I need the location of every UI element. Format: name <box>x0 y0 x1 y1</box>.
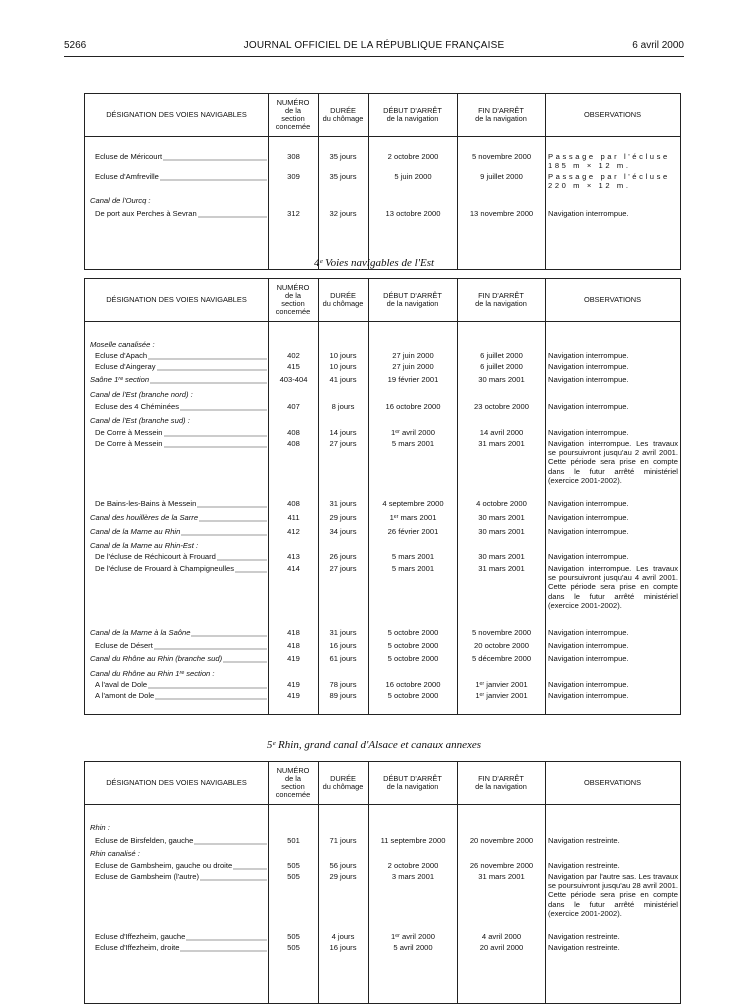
observation: Navigation restreinte. <box>548 943 620 952</box>
closure-start: 5 mars 2001 <box>391 439 435 448</box>
table-header-row <box>85 762 680 805</box>
section-number: 415 <box>287 362 300 371</box>
closure-duration: 26 jours <box>329 552 357 561</box>
observation: Navigation restreinte. <box>548 861 620 870</box>
closure-start: 1ᵉʳ avril 2000 <box>391 428 435 437</box>
column-rule <box>545 279 546 321</box>
closure-end: 30 mars 2001 <box>478 552 525 561</box>
header-debut <box>368 762 457 804</box>
header-observations-text: OBSERVATIONS <box>583 295 642 304</box>
column-rule <box>268 762 269 804</box>
header-debut <box>368 94 457 136</box>
closure-duration: 32 jours <box>329 209 357 218</box>
waterway-name <box>95 564 267 573</box>
section-number: 411 <box>287 513 300 522</box>
waterway-name <box>95 872 267 881</box>
waterway-label: De Bains-les-Bains à Messein <box>95 499 197 508</box>
section-number: 403-404 <box>279 375 308 384</box>
closure-start: 2 octobre 2000 <box>387 861 439 870</box>
closure-start: 5 avril 2000 <box>393 943 433 952</box>
observation: Navigation interrompue. <box>548 513 629 522</box>
closure-duration: 56 jours <box>329 861 357 870</box>
header-fin-text: FIN D'ARRÊT de la navigation <box>475 774 527 791</box>
table-header-row <box>85 279 680 322</box>
column-rule <box>318 805 319 1003</box>
observation: Navigation interrompue. <box>548 691 629 700</box>
waterway-name <box>95 943 267 952</box>
observation: Navigation interrompue. <box>548 552 629 561</box>
section-number: 505 <box>287 943 300 952</box>
closure-end: 20 avril 2000 <box>479 943 524 952</box>
journal-title: JOURNAL OFFICIEL DE LA RÉPUBLIQUE FRANÇAISE <box>243 40 505 51</box>
closure-table <box>84 278 681 715</box>
header-fin-text: FIN D'ARRÊT de la navigation <box>475 106 527 123</box>
observation: Navigation interrompue. <box>548 641 629 650</box>
column-rule <box>457 94 458 136</box>
waterway-label: Canal du Rhône au Rhin (branche sud) <box>90 654 223 663</box>
header-observations-text: OBSERVATIONS <box>583 778 642 787</box>
page-number: 5266 <box>64 40 87 51</box>
closure-end: 5 novembre 2000 <box>471 152 532 161</box>
closure-end: 30 mars 2001 <box>478 527 525 536</box>
waterway-name <box>95 172 267 181</box>
closure-start: 1ᵉʳ avril 2000 <box>391 932 435 941</box>
observation: Navigation restreinte. <box>548 932 620 941</box>
closure-end: 4 avril 2000 <box>481 932 522 941</box>
observation: Passage par l'écluse 185 m × 12 m. <box>548 152 670 171</box>
column-rule <box>268 805 269 1003</box>
header-observations <box>545 279 680 321</box>
waterway-name <box>90 416 267 425</box>
waterway-label: De Corre à Messein <box>95 428 163 437</box>
column-rule <box>545 805 546 1003</box>
closure-duration: 16 jours <box>329 641 357 650</box>
header-debut-text: DÉBUT D'ARRÊT de la navigation <box>383 106 442 123</box>
waterway-name <box>90 849 267 858</box>
waterway-name <box>90 669 267 678</box>
waterway-label: Ecluse d'Amfreville <box>95 172 159 181</box>
column-rule <box>368 805 369 1003</box>
waterway-name <box>95 552 267 561</box>
waterway-name <box>90 375 267 384</box>
closure-end: 26 novembre 2000 <box>469 861 534 870</box>
closure-end: 31 mars 2001 <box>478 564 525 573</box>
closure-table <box>84 761 681 1004</box>
closure-duration: 10 jours <box>329 351 357 360</box>
waterway-label: A l'aval de Dole <box>95 680 148 689</box>
closure-duration: 29 jours <box>329 513 357 522</box>
section-number: 505 <box>287 932 300 941</box>
closure-end: 6 juillet 2000 <box>480 362 523 371</box>
closure-duration: 8 jours <box>331 402 355 411</box>
waterway-label: Canal des houillères de la Sarre <box>90 513 199 522</box>
observation: Navigation interrompue. <box>548 680 629 689</box>
table-body <box>85 322 680 714</box>
column-rule <box>368 94 369 136</box>
observation: Navigation interrompue. <box>548 375 629 384</box>
header-designation <box>85 94 268 136</box>
waterway-name <box>95 439 267 448</box>
closure-duration: 89 jours <box>329 691 357 700</box>
closure-start: 27 juin 2000 <box>392 351 434 360</box>
closure-end: 1ᵉʳ janvier 2001 <box>475 680 528 689</box>
waterway-name <box>90 541 267 550</box>
waterway-label: Canal de l'Ourcq : <box>90 196 151 205</box>
closure-duration: 31 jours <box>329 628 357 637</box>
column-rule <box>318 94 319 136</box>
observation: Navigation interrompue. <box>548 402 629 411</box>
waterway-label: Ecluse de Désert <box>95 641 153 650</box>
closure-end: 30 mars 2001 <box>478 375 525 384</box>
section-number: 501 <box>287 836 300 845</box>
column-rule <box>457 137 458 269</box>
closure-start: 3 mars 2001 <box>391 872 435 881</box>
section-number: 402 <box>287 351 300 360</box>
observation: Navigation restreinte. <box>548 836 620 845</box>
waterway-name <box>95 691 267 700</box>
closure-start: 13 octobre 2000 <box>385 209 441 218</box>
closure-duration: 14 jours <box>329 428 357 437</box>
closure-start: 1ᵉʳ mars 2001 <box>389 513 437 522</box>
header-duree-text: DURÉE du chômage <box>322 106 364 123</box>
header-duree <box>318 94 368 136</box>
section-number: 505 <box>287 861 300 870</box>
closure-end: 5 novembre 2000 <box>471 628 532 637</box>
waterway-name <box>95 932 267 941</box>
table-header-row <box>85 94 680 137</box>
header-fin <box>457 94 545 136</box>
section-number: 412 <box>287 527 300 536</box>
closure-start: 5 octobre 2000 <box>387 641 439 650</box>
closure-end: 6 juillet 2000 <box>480 351 523 360</box>
closure-end: 30 mars 2001 <box>478 513 525 522</box>
section-number: 419 <box>287 691 300 700</box>
observation: Navigation interrompue. <box>548 527 629 536</box>
header-numero-text: NUMÉRO de la section concernée <box>275 766 311 799</box>
page-date: 6 avril 2000 <box>632 40 684 51</box>
header-observations-text: OBSERVATIONS <box>583 110 642 119</box>
closure-end: 4 octobre 2000 <box>476 499 527 508</box>
observation: Navigation interrompue. <box>548 628 629 637</box>
section-number: 413 <box>287 552 300 561</box>
column-rule <box>457 322 458 714</box>
closure-start: 5 juin 2000 <box>394 172 432 181</box>
closure-end: 14 avril 2000 <box>479 428 524 437</box>
closure-start: 2 octobre 2000 <box>387 152 439 161</box>
header-observations <box>545 762 680 804</box>
waterway-label: Ecluse de Birsfelden, gauche <box>95 836 194 845</box>
closure-end: 1ᵉʳ janvier 2001 <box>475 691 528 700</box>
waterway-label: De Corre à Messein <box>95 439 163 448</box>
waterway-name <box>95 209 267 218</box>
closure-duration: 29 jours <box>329 872 357 881</box>
section-number: 414 <box>287 564 300 573</box>
closure-duration: 35 jours <box>329 152 357 161</box>
waterway-name <box>90 513 267 522</box>
waterway-name <box>95 402 267 411</box>
observation: Navigation interrompue. <box>548 428 629 437</box>
waterway-name <box>90 340 267 349</box>
header-duree-text: DURÉE du chômage <box>322 291 364 308</box>
waterway-name <box>95 861 267 870</box>
closure-start: 19 février 2001 <box>387 375 439 384</box>
waterway-name <box>90 527 267 536</box>
section-number: 419 <box>287 654 300 663</box>
waterway-name <box>95 152 267 161</box>
section-number: 408 <box>287 499 300 508</box>
waterway-name <box>95 351 267 360</box>
column-rule <box>268 137 269 269</box>
waterway-name <box>95 499 267 508</box>
header-designation <box>85 762 268 804</box>
closure-duration: 35 jours <box>329 172 357 181</box>
header-fin <box>457 279 545 321</box>
column-rule <box>545 762 546 804</box>
waterway-label: Canal de la Marne au Rhin <box>90 527 181 536</box>
waterway-label: Ecluse d'Aingeray <box>95 362 156 371</box>
observation: Navigation par l'autre sas. Les travaux se poursuivront jusqu'au 28 avril 2001. Cette période sera prise en compte dans le futur arrêté ministériel (exercice 2001-2002). <box>548 872 678 918</box>
header-fin-text: FIN D'ARRÊT de la navigation <box>475 291 527 308</box>
waterway-name <box>90 823 267 832</box>
section-number: 408 <box>287 428 300 437</box>
section-number: 408 <box>287 439 300 448</box>
header-designation-text: DÉSIGNATION DES VOIES NAVIGABLES <box>106 295 247 304</box>
waterway-label: Canal de l'Est (branche nord) : <box>90 390 193 399</box>
observation: Navigation interrompue. <box>548 351 629 360</box>
column-rule <box>368 762 369 804</box>
section-title: 5ᵉ Rhin, grand canal d'Alsace et canaux annexes <box>266 739 482 751</box>
waterway-label: De l'écluse de Frouard à Champigneulles <box>95 564 235 573</box>
closure-duration: 31 jours <box>329 499 357 508</box>
closure-end: 20 octobre 2000 <box>474 641 529 650</box>
observation: Navigation interrompue. <box>548 654 629 663</box>
closure-duration: 27 jours <box>329 439 357 448</box>
column-rule <box>457 279 458 321</box>
column-rule <box>368 279 369 321</box>
closure-table <box>84 93 681 270</box>
closure-start: 5 octobre 2000 <box>387 691 439 700</box>
waterway-name <box>90 196 267 205</box>
waterway-label: De l'écluse de Réchicourt à Frouard <box>95 552 216 561</box>
header-numero-text: NUMÉRO de la section concernée <box>275 283 311 316</box>
closure-start: 5 mars 2001 <box>391 564 435 573</box>
waterway-label: De port aux Perches à Sevran <box>95 209 197 218</box>
header-designation <box>85 279 268 321</box>
header-fin <box>457 762 545 804</box>
closure-duration: 71 jours <box>329 836 357 845</box>
closure-duration: 16 jours <box>329 943 357 952</box>
observation: Navigation interrompue. Les travaux se poursuivront jusqu'au 2 avril 2001. Cette période sera prise en compte dans le futur arrêté ministériel (exercice 2001-2002). <box>548 439 678 485</box>
closure-end: 5 décembre 2000 <box>471 654 532 663</box>
closure-end: 13 novembre 2000 <box>469 209 534 218</box>
waterway-label: Canal de la Marne à la Saône <box>90 628 191 637</box>
closure-start: 5 octobre 2000 <box>387 654 439 663</box>
closure-duration: 10 jours <box>329 362 357 371</box>
waterway-label: Moselle canalisée : <box>90 340 155 349</box>
column-rule <box>545 322 546 714</box>
waterway-label: Rhin : <box>90 823 110 832</box>
closure-start: 16 octobre 2000 <box>385 402 441 411</box>
header-designation-text: DÉSIGNATION DES VOIES NAVIGABLES <box>106 110 247 119</box>
table-body <box>85 805 680 1003</box>
closure-end: 9 juillet 2000 <box>480 172 523 181</box>
header-debut <box>368 279 457 321</box>
waterway-name <box>95 836 267 845</box>
header-duree-text: DURÉE du chômage <box>322 774 364 791</box>
section-title: 4ᵉ Voies navigables de l'Est <box>313 257 435 269</box>
section-number: 309 <box>287 172 300 181</box>
section-number: 308 <box>287 152 300 161</box>
waterway-label: Rhin canalisé : <box>90 849 140 858</box>
header-numero <box>268 762 318 804</box>
header-debut-text: DÉBUT D'ARRÊT de la navigation <box>383 774 442 791</box>
closure-duration: 78 jours <box>329 680 357 689</box>
closure-end: 31 mars 2001 <box>478 872 525 881</box>
closure-start: 26 février 2001 <box>387 527 439 536</box>
waterway-name <box>95 641 267 650</box>
section-number: 418 <box>287 641 300 650</box>
waterway-name <box>90 628 267 637</box>
closure-start: 5 octobre 2000 <box>387 628 439 637</box>
column-rule <box>545 94 546 136</box>
closure-end: 20 novembre 2000 <box>469 836 534 845</box>
waterway-label: Ecluse des 4 Chéminées <box>95 402 179 411</box>
column-rule <box>457 805 458 1003</box>
closure-duration: 4 jours <box>331 932 355 941</box>
column-rule <box>368 322 369 714</box>
closure-start: 11 septembre 2000 <box>380 836 446 845</box>
waterway-label: Canal du Rhône au Rhin 1ʳᵉ section : <box>90 669 215 678</box>
column-rule <box>318 762 319 804</box>
observation: Navigation interrompue. <box>548 209 629 218</box>
closure-start: 27 juin 2000 <box>392 362 434 371</box>
waterway-label: Ecluse de Méricourt <box>95 152 163 161</box>
header-duree <box>318 279 368 321</box>
closure-start: 16 octobre 2000 <box>385 680 441 689</box>
observation: Navigation interrompue. <box>548 362 629 371</box>
waterway-label: Canal de la Marne au Rhin-Est : <box>90 541 199 550</box>
column-rule <box>268 94 269 136</box>
closure-duration: 34 jours <box>329 527 357 536</box>
closure-end: 23 octobre 2000 <box>474 402 529 411</box>
closure-end: 31 mars 2001 <box>478 439 525 448</box>
header-observations <box>545 94 680 136</box>
waterway-name <box>95 428 267 437</box>
column-rule <box>268 322 269 714</box>
waterway-label: Ecluse de Gambsheim, gauche ou droite <box>95 861 233 870</box>
header-numero <box>268 94 318 136</box>
closure-start: 4 septembre 2000 <box>382 499 444 508</box>
closure-start: 5 mars 2001 <box>391 552 435 561</box>
section-number: 418 <box>287 628 300 637</box>
closure-duration: 27 jours <box>329 564 357 573</box>
section-number: 505 <box>287 872 300 881</box>
observation: Passage par l'écluse 220 m × 12 m. <box>548 172 670 191</box>
column-rule <box>368 137 369 269</box>
section-number: 407 <box>287 402 300 411</box>
waterway-name <box>90 654 267 663</box>
section-number: 419 <box>287 680 300 689</box>
section-number: 312 <box>287 209 300 218</box>
header-numero-text: NUMÉRO de la section concernée <box>275 98 311 131</box>
waterway-name <box>90 390 267 399</box>
column-rule <box>318 279 319 321</box>
page-header <box>64 40 684 57</box>
column-rule <box>457 762 458 804</box>
observation: Navigation interrompue. Les travaux se poursuivront jusqu'au 4 avril 2001. Cette période sera prise en compte dans le futur arrêté ministériel (exercice 2001-2002). <box>548 564 678 610</box>
header-debut-text: DÉBUT D'ARRÊT de la navigation <box>383 291 442 308</box>
waterway-label: Ecluse d'Apach <box>95 351 148 360</box>
header-designation-text: DÉSIGNATION DES VOIES NAVIGABLES <box>106 778 247 787</box>
column-rule <box>545 137 546 269</box>
waterway-label: Ecluse de Gambsheim (l'autre) <box>95 872 200 881</box>
waterway-label: Canal de l'Est (branche sud) : <box>90 416 190 425</box>
waterway-name <box>95 362 267 371</box>
observation: Navigation interrompue. <box>548 499 629 508</box>
header-duree <box>318 762 368 804</box>
waterway-name <box>95 680 267 689</box>
waterway-label: Ecluse d'Iffezheim, droite <box>95 943 180 952</box>
column-rule <box>268 279 269 321</box>
header-numero <box>268 279 318 321</box>
closure-duration: 41 jours <box>329 375 357 384</box>
waterway-label: Saône 1ʳᵉ section <box>90 375 150 384</box>
waterway-label: Ecluse d'Iffezheim, gauche <box>95 932 186 941</box>
table-body <box>85 137 680 269</box>
closure-duration: 61 jours <box>329 654 357 663</box>
waterway-label: A l'amont de Dole <box>95 691 155 700</box>
